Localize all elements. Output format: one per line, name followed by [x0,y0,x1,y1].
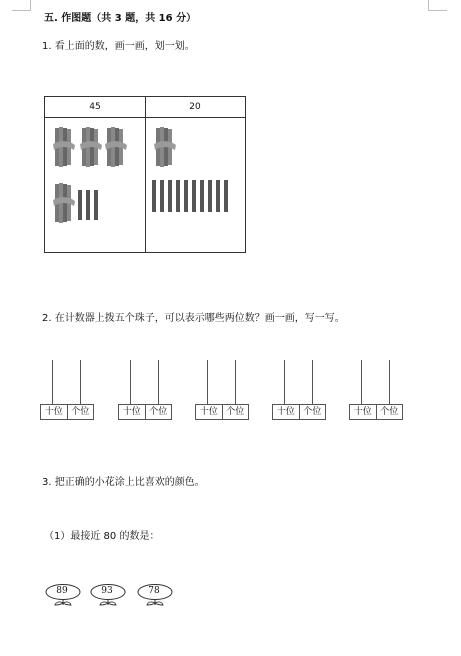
ones-rod [158,360,159,404]
tens-rod [52,360,53,404]
flower-number: 78 [148,586,160,596]
table-header-right: 20 [189,102,201,112]
q3-prompt: 3. 把正确的小花涂上比喜欢的颜色。 [42,477,205,488]
stick-bundle-icon [79,126,103,170]
abacus-base [118,404,172,420]
abacus-base [195,404,249,420]
single-stick [208,180,212,212]
q3-subquestion: （1）最接近 80 的数是： [44,531,160,542]
abacus [272,360,328,422]
ones-rod [80,360,81,404]
tens-label: 十位 [44,407,63,417]
single-stick [176,180,180,212]
ones-label: 个位 [376,405,403,419]
tens-rod [130,360,131,404]
ones-label: 个位 [299,405,326,419]
flower-78[interactable] [136,583,174,613]
q1-prompt: 1. 看上面的数，画一画，划一划。 [42,41,195,52]
single-stick [94,190,98,220]
abacus [349,360,405,422]
page-corner-mark [428,0,447,11]
abacus-base [40,404,94,420]
tens-label: 十位 [276,407,295,417]
single-stick [78,190,82,220]
page-corner-mark [12,0,31,11]
section-title: 五. 作图题（共 3 题，共 16 分） [44,13,197,24]
single-stick [86,190,90,220]
q1-table [44,96,246,253]
tens-label: 十位 [122,407,141,417]
q2-prompt: 2. 在计数器上拨五个珠子，可以表示哪些两位数？画一画，写一写。 [42,313,345,324]
table-divider [145,97,146,252]
ones-label: 个位 [145,405,172,419]
abacus-base [349,404,403,420]
stick-bundle-icon [104,126,128,170]
abacus [40,360,96,422]
stick-bundle-icon [153,126,177,170]
tens-rod [284,360,285,404]
flower-89[interactable] [44,583,82,613]
abacus [118,360,174,422]
single-stick [160,180,164,212]
single-stick [192,180,196,212]
tens-label: 十位 [353,407,372,417]
abacus [195,360,251,422]
table-header-line [45,117,245,118]
single-stick [200,180,204,212]
ones-rod [312,360,313,404]
ones-label: 个位 [222,405,249,419]
ones-rod [235,360,236,404]
tens-rod [361,360,362,404]
tens-label: 十位 [199,407,218,417]
single-stick [184,180,188,212]
flower-number: 89 [56,586,68,596]
ones-rod [389,360,390,404]
table-header-left: 45 [89,102,101,112]
single-stick [168,180,172,212]
tens-rod [207,360,208,404]
single-stick [216,180,220,212]
single-stick [152,180,156,212]
stick-bundle-icon [52,182,76,226]
flower-number: 93 [101,586,113,596]
stick-bundle-icon [52,126,76,170]
single-stick [224,180,228,212]
abacus-base [272,404,326,420]
ones-label: 个位 [67,405,94,419]
flower-93[interactable] [89,583,127,613]
